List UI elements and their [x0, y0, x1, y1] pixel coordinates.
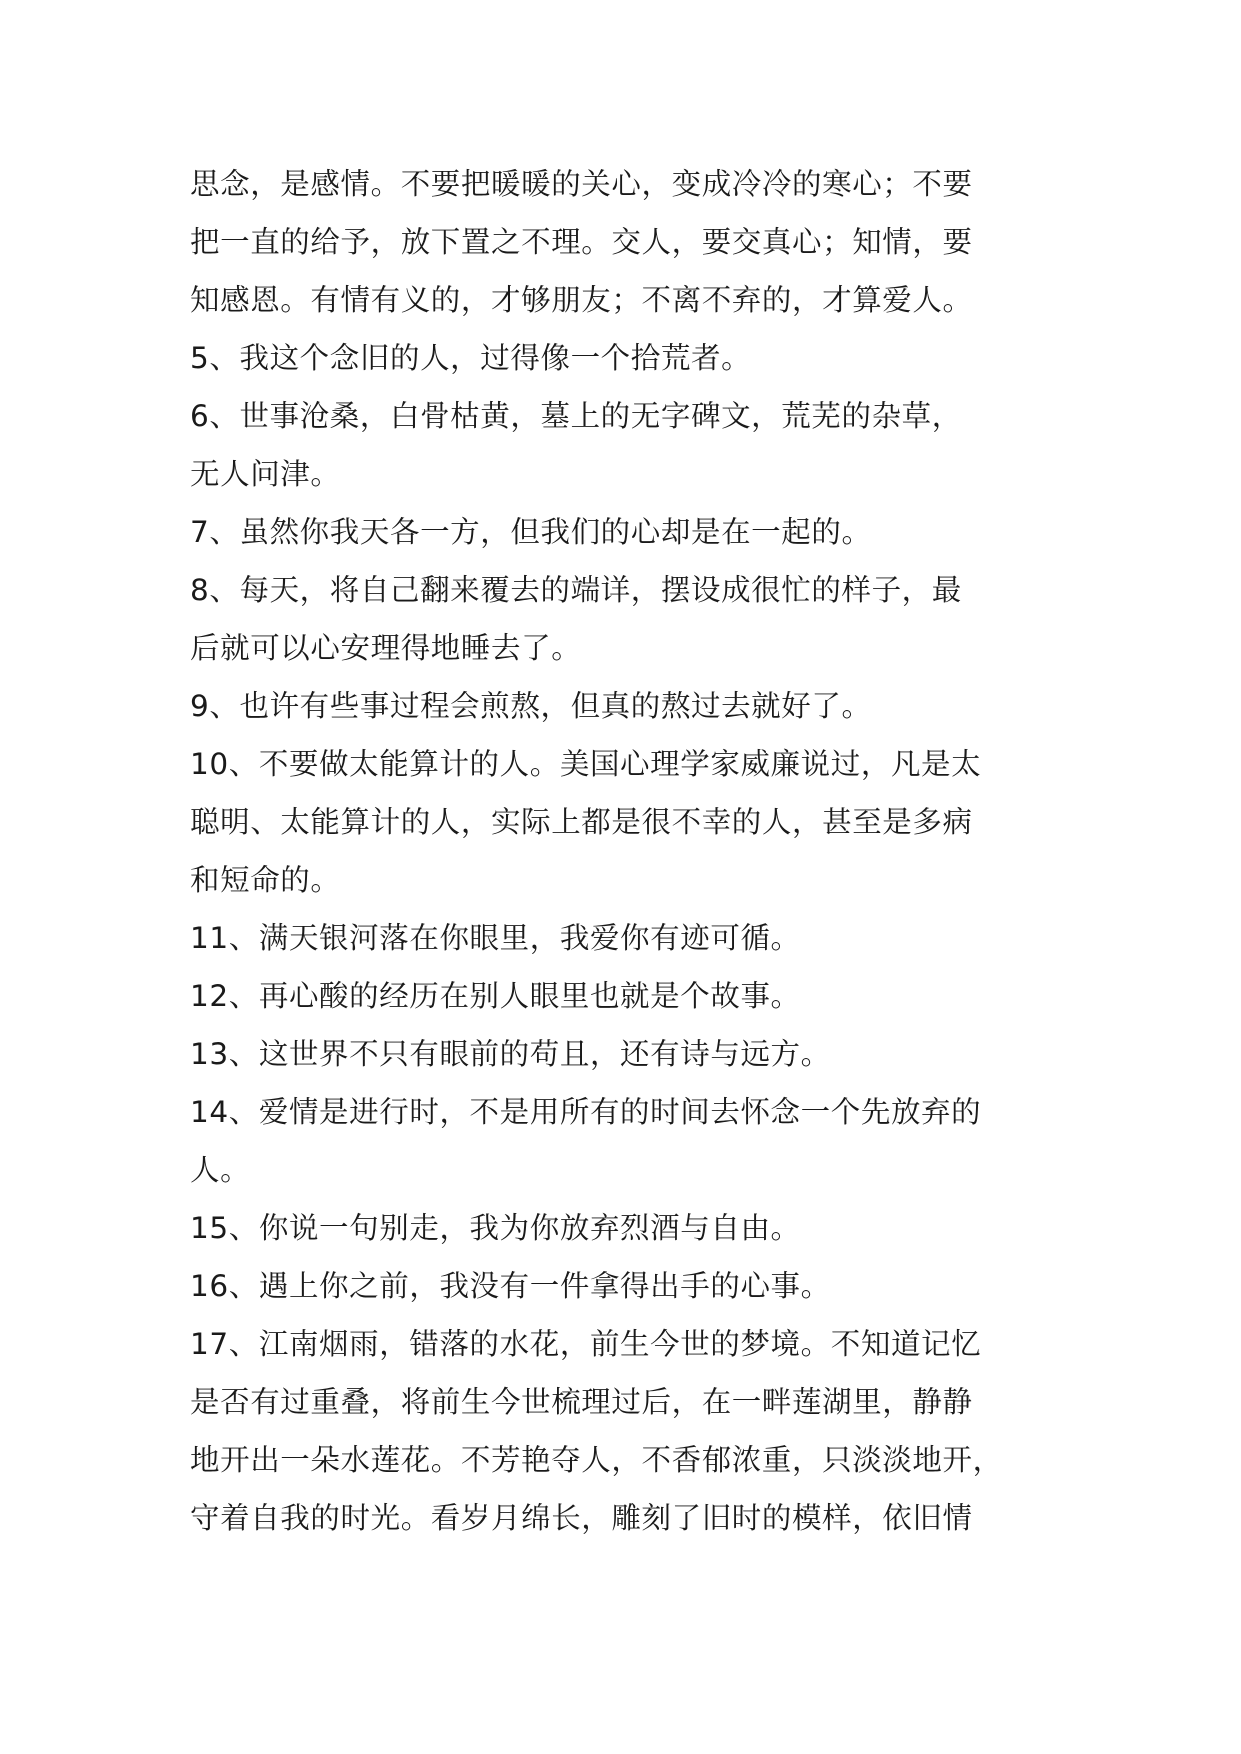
text-line: 9、也许有些事过程会煎熬，但真的熬过去就好了。 [190, 689, 872, 723]
text-line: 聪明、太能算计的人，实际上都是很不幸的人，甚至是多病 [190, 805, 973, 839]
text-line: 15、你说一句别走，我为你放弃烈酒与自由。 [190, 1211, 801, 1245]
text-line: 无人问津。 [190, 457, 341, 491]
text-line: 6、世事沧桑，白骨枯黄，墓上的无字碑文，荒芜的杂草， [190, 399, 962, 433]
text-line: 11、满天银河落在你眼里，我爱你有迹可循。 [190, 921, 801, 955]
text-line: 8、每天，将自己翻来覆去的端详，摆设成很忙的样子，最 [190, 573, 962, 607]
text-line: 人。 [190, 1153, 251, 1187]
text-line: 地开出一朵水莲花。不芳艳夺人，不香郁浓重，只淡淡地开， [190, 1443, 1003, 1477]
text-line: 后就可以心安理得地睡去了。 [190, 631, 582, 665]
text-line: 把一直的给予，放下置之不理。交人，要交真心；知情，要 [190, 225, 973, 259]
text-line: 守着自我的时光。看岁月绵长，雕刻了旧时的模样，依旧情 [190, 1501, 973, 1535]
text-line: 知感恩。有情有义的，才够朋友；不离不弃的，才算爱人。 [190, 283, 973, 317]
text-line: 12、再心酸的经历在别人眼里也就是个故事。 [190, 979, 801, 1013]
text-line: 10、不要做太能算计的人。美国心理学家威廉说过，凡是太 [190, 747, 982, 781]
text-line: 思念，是感情。不要把暖暖的关心，变成冷冷的寒心；不要 [190, 167, 973, 201]
text-line: 16、遇上你之前，我没有一件拿得出手的心事。 [190, 1269, 831, 1303]
text-line: 7、虽然你我天各一方，但我们的心却是在一起的。 [190, 515, 872, 549]
text-line: 14、爱情是进行时，不是用所有的时间去怀念一个先放弃的 [190, 1095, 982, 1129]
text-line: 5、我这个念旧的人，过得像一个拾荒者。 [190, 341, 752, 375]
body-text [190, 155, 1070, 1547]
text-line: 17、江南烟雨，错落的水花，前生今世的梦境。不知道记忆 [190, 1327, 982, 1361]
text-line: 和短命的。 [190, 863, 341, 897]
text-line: 是否有过重叠，将前生今世梳理过后，在一畔莲湖里，静静 [190, 1385, 973, 1419]
text-line: 13、这世界不只有眼前的苟且，还有诗与远方。 [190, 1037, 831, 1071]
